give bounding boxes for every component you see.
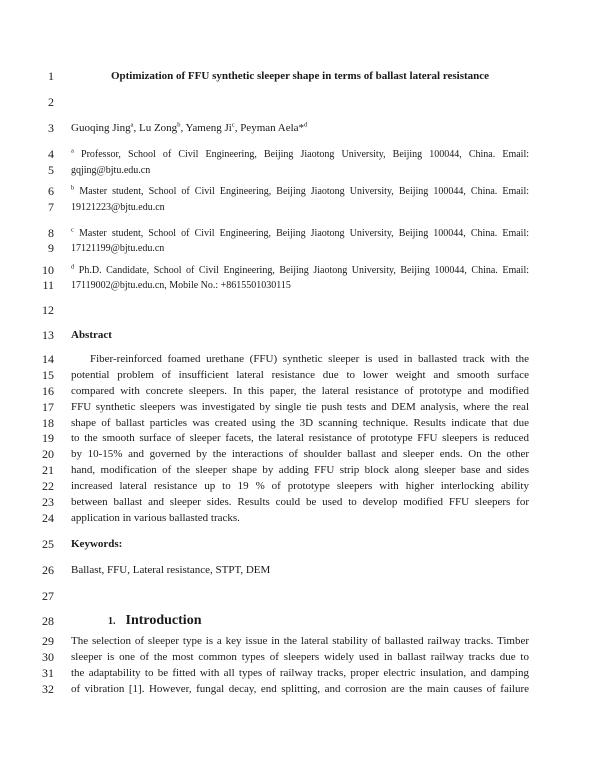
- author-name: Lu Zong: [138, 122, 178, 134]
- line-number: 20: [42, 447, 54, 461]
- affiliation-text: Master student, School of Civil Engineering, Beijing Jiaotong University, Beijing 100044, China. Email:: [78, 228, 530, 239]
- abstract-line: by 10-15% and governed by the interactions of shoulder ballast and sleeper ends. On the other: [71, 448, 529, 460]
- abstract-line: application in various ballasted tracks.: [71, 512, 240, 524]
- abstract-line: potential problem of insufficient lateral resistance due to lower weight and smooth surface: [71, 369, 529, 381]
- line-number: 1: [48, 69, 54, 83]
- line-number: 31: [42, 666, 54, 680]
- author-affiliation-mark: d: [304, 121, 308, 129]
- affiliation-text: Ph.D. Candidate, School of Civil Engineering, Beijing Jiaotong University, Beijing 100044, China. Email:: [78, 265, 529, 276]
- line-number: 6: [48, 184, 54, 198]
- affiliation-line: [71, 184, 529, 199]
- author-affiliation-mark: a: [130, 121, 134, 129]
- line-number: 9: [48, 241, 54, 255]
- author-name: Yameng Ji: [185, 122, 232, 134]
- abstract-line: increased lateral resistance up to 19 % of prototype sleepers with higher interlocking ability: [71, 480, 529, 492]
- intro-line: sleeper is one of the most common types of sleepers widely used in ballast railway tracks due to: [71, 651, 529, 663]
- line-number: 10: [42, 263, 54, 277]
- section-number: 1.: [108, 616, 116, 627]
- line-number: 28: [42, 614, 54, 628]
- author-affiliation-mark: c: [231, 121, 235, 129]
- section-heading: [108, 612, 528, 630]
- intro-line: the adaptability to be fitted with all types of railway tracks, proper electric insulation, and damping: [71, 667, 529, 679]
- affiliation-line: [71, 226, 529, 241]
- keywords-heading: Keywords:: [71, 538, 123, 550]
- line-number: 8: [48, 226, 54, 240]
- abstract-line: shape of ballast particles was created using the 3D scanning technique. Results indicate that due: [71, 417, 529, 429]
- affiliation-line: [71, 263, 529, 278]
- abstract-line: hand, modification of the sleeper shape by adding FFU strip block along sleeper base and sides: [71, 464, 529, 476]
- line-number: 13: [42, 328, 54, 342]
- affiliation-email: gqjing@bjtu.edu.cn: [71, 165, 151, 176]
- abstract-line: compared with concrete sleepers. In this paper, the lateral resistance of prototype and modified: [71, 385, 529, 397]
- affiliation-mark: a: [71, 147, 74, 155]
- line-number: 2: [48, 95, 54, 109]
- intro-line: of vibration [1]. However, fungal decay, end splitting, and corrosion are the main causes of failure: [71, 683, 529, 695]
- line-number: 21: [42, 463, 54, 477]
- affiliation-text: Professor, School of Civil Engineering, Beijing Jiaotong University, Beijing 100044, China. Email:: [81, 149, 530, 160]
- affiliation-email: 17119002@bjtu.edu.cn, Mobile No.: +8615501030115: [71, 280, 291, 291]
- line-number: 19: [42, 431, 54, 445]
- line-number: 17: [42, 400, 54, 414]
- line-number: 16: [42, 384, 54, 398]
- affiliation-text: Master student, School of Civil Engineering, Beijing Jiaotong University, Beijing 100044, China. Email:: [79, 186, 530, 197]
- line-number: 29: [42, 634, 54, 648]
- line-number: 32: [42, 682, 54, 696]
- author-list: Guoqing Jing$^a$, Lu Zong$^b$, Yameng Ji$^c$, Peyman Aela*$^d$: [71, 121, 308, 134]
- line-number: 27: [42, 589, 54, 603]
- line-number: 11: [42, 278, 54, 292]
- line-number: 5: [48, 163, 54, 177]
- line-number: 7: [48, 200, 54, 214]
- keywords-list: Ballast, FFU, Lateral resistance, STPT, DEM: [71, 564, 271, 576]
- author-name: Peyman Aela*: [240, 122, 305, 134]
- affiliation-mark: d: [71, 263, 75, 271]
- abstract-heading: Abstract: [71, 329, 112, 341]
- author-name: Guoqing Jing: [71, 122, 131, 134]
- line-number: 22: [42, 479, 54, 493]
- intro-line: The selection of sleeper type is a key issue in the lateral stability of ballasted railway tracks. Timber: [71, 635, 529, 647]
- abstract-line: between ballast and sleeper sides. Results could be used to develop modified FFU sleepers for: [71, 496, 529, 508]
- abstract-line: Fiber-reinforced foamed urethane (FFU) synthetic sleeper is used in ballasted track with the: [90, 353, 529, 365]
- line-number: 15: [42, 368, 54, 382]
- affiliation-mark: b: [71, 184, 75, 192]
- line-number: 30: [42, 650, 54, 664]
- line-number: 24: [42, 511, 54, 525]
- paper-title: Optimization of FFU synthetic sleeper shape in terms of ballast lateral resistance: [110, 70, 490, 82]
- author-affiliation-mark: b: [177, 121, 181, 129]
- affiliation-mark: c: [71, 226, 74, 234]
- affiliation-email: 19121223@bjtu.edu.cn: [71, 202, 165, 213]
- line-number: 18: [42, 416, 54, 430]
- affiliation-email: 17121199@bjtu.edu.cn: [71, 243, 165, 254]
- line-number: 12: [42, 303, 54, 317]
- abstract-line: FFU synthetic sleepers was investigated by single tie push tests and DEM analysis, where the real: [71, 401, 529, 413]
- line-number: 25: [42, 537, 54, 551]
- line-number: 4: [48, 147, 54, 161]
- line-number: 26: [42, 563, 54, 577]
- affiliation-line: [71, 147, 529, 162]
- line-number: 3: [48, 121, 54, 135]
- section-title: Introduction: [125, 613, 202, 628]
- line-number: 14: [42, 352, 54, 366]
- line-number: 23: [42, 495, 54, 509]
- abstract-line: to the smooth surface of sleeper facets, the lateral resistance of prototype FFU sleepers is reduced: [71, 432, 529, 444]
